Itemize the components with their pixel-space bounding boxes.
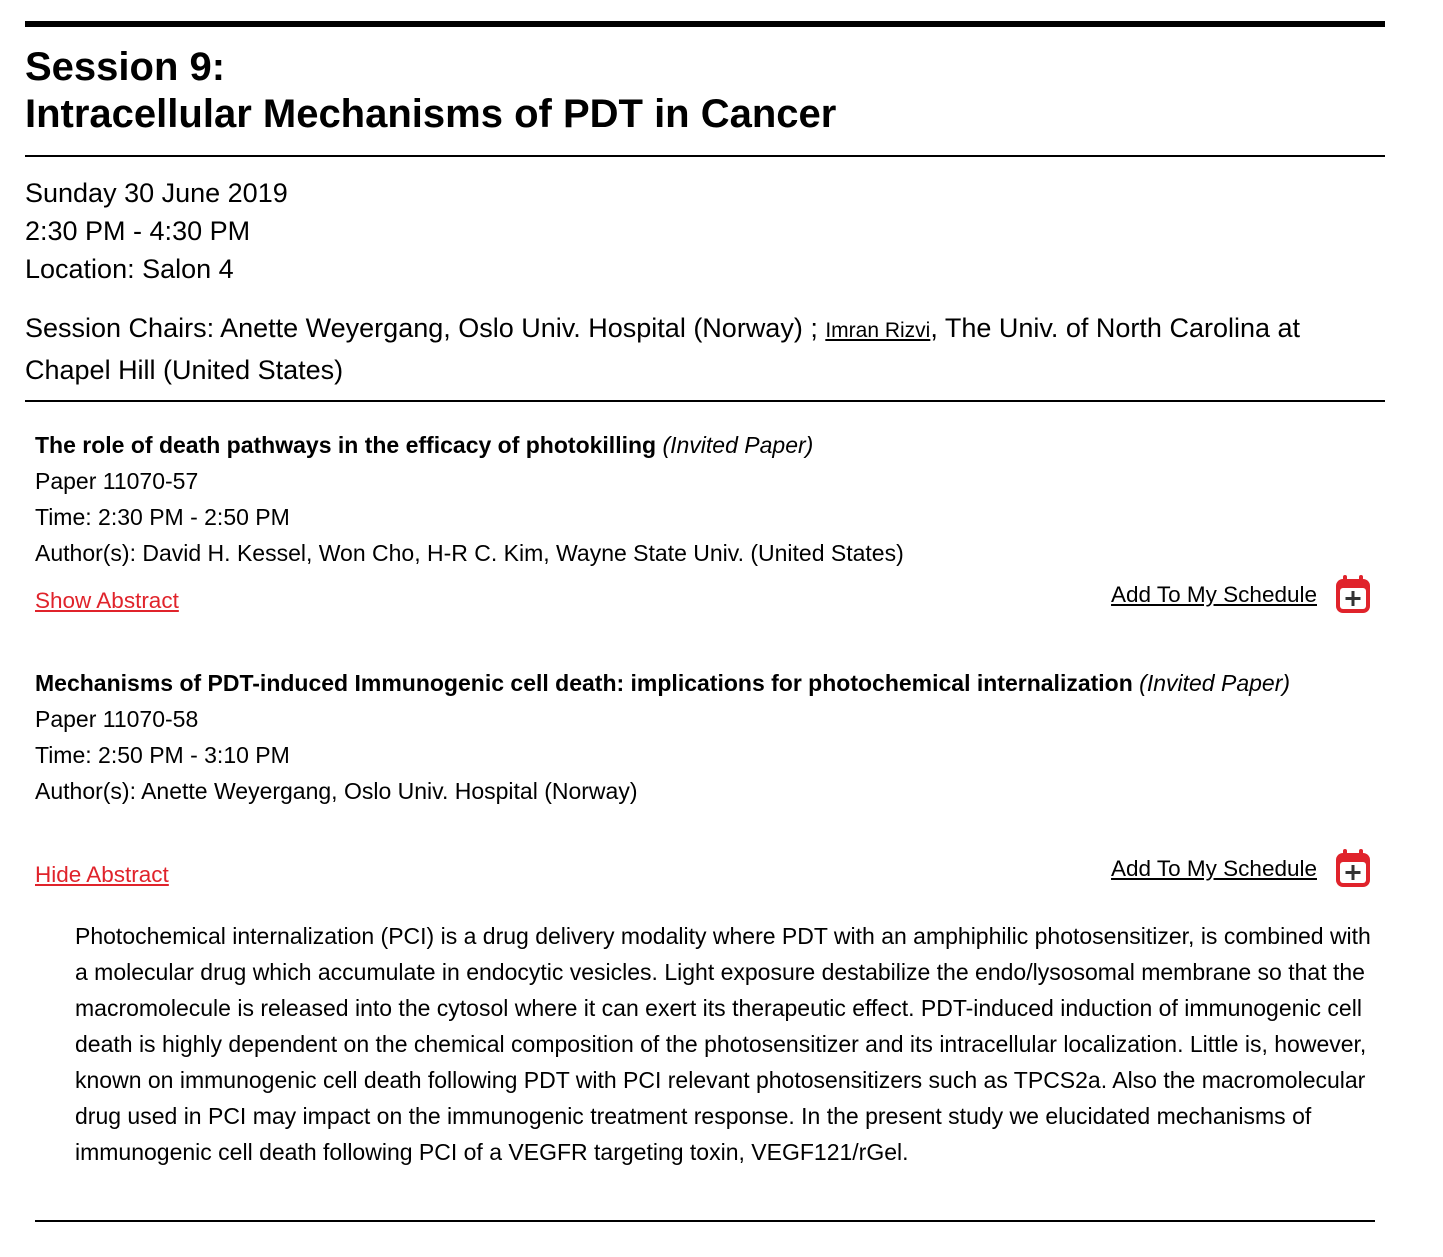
session-time: 2:30 PM - 4:30 PM xyxy=(25,216,251,246)
add-to-schedule-button[interactable] xyxy=(1111,574,1373,616)
paper-time: Time: 2:50 PM - 3:10 PM xyxy=(35,742,290,768)
paper-type: (Invited Paper) xyxy=(1139,670,1291,696)
paper-abstract: Photochemical internalization (PCI) is a drug delivery modality where PDT with an amphiphilic photosensitizer, is combined with a molecular drug which accumulate in endocytic vesicles. Light exposure destabilize the endo/lysosomal membrane so that the macromolecule is released into the cytosol where it can exert its therapeutic effect. PDT-induced induction of immunogenic cell death is highly dependent on the chemical composition of the photosensitizer and its intracellular localization. Little is, however, known on immunogenic cell death following PDT with PCI relevant photosensitizers such as TPCS2a. Also the macromolecular drug used in PCI may impact on the immunogenic treatment response. In the present study we elucidated mechanisms of immunogenic cell death following PCI of a VEGFR targeting toxin, VEGF121/rGel. xyxy=(75,923,1371,1165)
paper-number: Paper 11070-58 xyxy=(35,706,199,732)
paper-item xyxy=(35,665,1380,809)
paper-title: Mechanisms of PDT-induced Immunogenic cell death: implications for photochemical internalization xyxy=(35,670,1133,696)
title-divider xyxy=(25,155,1385,157)
paper-authors: Author(s): David H. Kessel, Won Cho, H-R C. Kim, Wayne State Univ. (United States) xyxy=(35,540,904,566)
show-abstract-link[interactable]: Show Abstract xyxy=(35,588,179,613)
session-date: Sunday 30 June 2019 xyxy=(25,178,288,208)
hide-abstract-link[interactable]: Hide Abstract xyxy=(35,862,169,887)
session-location: Location: Salon 4 xyxy=(25,254,234,284)
add-to-schedule-button[interactable] xyxy=(1111,848,1373,890)
paper-number: Paper 11070-57 xyxy=(35,468,199,494)
paper-authors: Author(s): Anette Weyergang, Oslo Univ. Hospital (Norway) xyxy=(35,778,638,804)
add-to-schedule-label[interactable]: Add To My Schedule xyxy=(1111,856,1317,881)
paper-title-line xyxy=(35,427,1380,463)
chairs-prefix: Session Chairs: Anette Weyergang, Oslo Univ. Hospital (Norway) ; xyxy=(25,313,826,343)
add-to-schedule-label[interactable]: Add To My Schedule xyxy=(1111,582,1317,607)
session-title-line1: Session 9: xyxy=(25,45,226,89)
top-divider xyxy=(25,21,1385,27)
calendar-add-icon[interactable] xyxy=(1333,848,1373,890)
paper-title: The role of death pathways in the efficacy of photokilling xyxy=(35,432,657,458)
paper-title-line xyxy=(35,665,1380,701)
chairs-divider xyxy=(25,400,1385,402)
session-chairs xyxy=(25,309,1355,389)
calendar-add-icon[interactable] xyxy=(1333,574,1373,616)
chair-link-imran-rizvi[interactable]: Imran Rizvi xyxy=(825,319,931,342)
session-title-line2: Intracellular Mechanisms of PDT in Cancer xyxy=(25,92,837,136)
paper-type: (Invited Paper) xyxy=(662,432,814,458)
chairs-suffix: , The Univ. of North Carolina at Chapel Hill (United States) xyxy=(25,313,1301,385)
paper-item xyxy=(35,427,1380,571)
paper-time: Time: 2:30 PM - 2:50 PM xyxy=(35,504,290,530)
bottom-divider xyxy=(35,1220,1375,1222)
session-title xyxy=(25,44,836,138)
